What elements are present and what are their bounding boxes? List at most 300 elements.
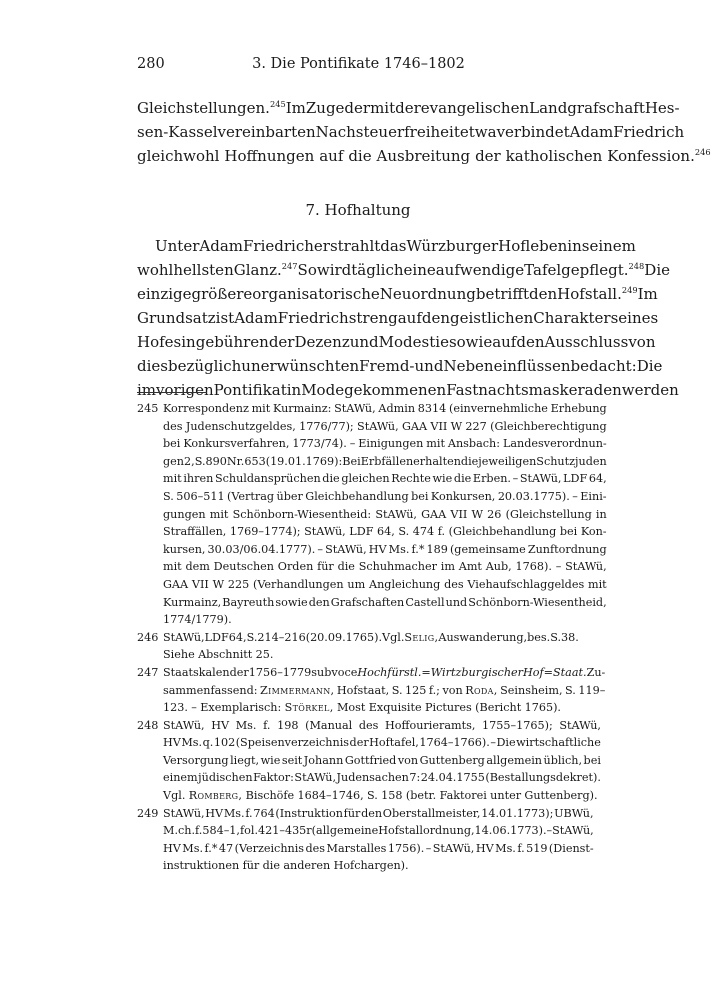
- word: Marstalles: [326, 841, 387, 855]
- word: 1765).: [524, 701, 561, 715]
- word: (allgemeine: [311, 824, 379, 838]
- word: Im: [285, 99, 306, 117]
- word: Fremd-: [359, 357, 415, 375]
- word: 189: [426, 542, 448, 556]
- intro-paragraph: [137, 96, 711, 168]
- word: Faktor:: [253, 771, 294, 785]
- word: Versorgung: [163, 753, 229, 767]
- word: Gottfried: [344, 753, 397, 767]
- word: –: [191, 701, 197, 715]
- word: S.: [366, 789, 378, 803]
- word: S.: [163, 489, 174, 503]
- word: 506–511: [176, 489, 225, 503]
- word: Adam: [199, 237, 243, 255]
- word: Ausbreitung: [376, 147, 471, 165]
- text-line: [163, 857, 594, 875]
- word: mit: [426, 437, 445, 451]
- word: etwa: [459, 123, 497, 141]
- text-line: [163, 523, 607, 541]
- word: Grafschaften: [330, 595, 405, 609]
- word: StAWü,: [432, 841, 475, 855]
- text-line: [163, 558, 607, 576]
- word: der: [344, 99, 371, 117]
- word: Roda,: [465, 683, 498, 697]
- word: 653: [244, 454, 266, 468]
- word: Ms.: [235, 718, 257, 732]
- word: Hoffnungen: [224, 147, 315, 165]
- footnote-text: [163, 717, 601, 805]
- word: 47: [218, 841, 234, 855]
- word: die: [337, 560, 355, 574]
- word: f.: [263, 718, 271, 732]
- word: StAWü,: [552, 824, 594, 838]
- word: (Gleichberechtigung: [490, 419, 607, 433]
- word: unerwünschten: [241, 357, 360, 375]
- word: bedacht:: [570, 357, 637, 375]
- word: einem: [163, 771, 198, 785]
- word: Hof=Staat.: [523, 665, 587, 679]
- word: wie: [432, 472, 453, 486]
- word: streng: [348, 309, 398, 327]
- word: seines: [610, 309, 659, 327]
- text-line: [163, 734, 601, 752]
- word: StAWü,: [375, 507, 417, 521]
- word: diesbezüglich: [137, 357, 242, 375]
- word: Friedrich: [613, 123, 685, 141]
- word: ist: [215, 309, 235, 327]
- word: in: [595, 507, 607, 521]
- word: Hofstall.$^{249}$: [557, 285, 638, 303]
- word: den: [361, 806, 383, 820]
- text-line: [163, 822, 594, 840]
- word: den: [516, 333, 545, 351]
- word: Eini-: [580, 489, 607, 503]
- word: 519: [526, 841, 548, 855]
- footnote-text: [163, 805, 594, 875]
- word: auf: [319, 147, 344, 165]
- word: 1769–1774);: [229, 525, 301, 539]
- word: seinem: [581, 237, 636, 255]
- word: den: [421, 309, 451, 327]
- word: 119–: [578, 683, 606, 697]
- word: S.: [246, 630, 258, 644]
- word: HV: [211, 718, 230, 732]
- word: (19.01.1769):: [265, 454, 343, 468]
- word: Schutzjuden: [536, 454, 607, 468]
- footnote: [137, 400, 607, 629]
- word: f.*: [204, 841, 218, 855]
- word: Castell: [405, 595, 445, 609]
- word: Erhebung: [550, 402, 607, 415]
- word: Ms.: [181, 736, 203, 750]
- text-line: [163, 611, 607, 629]
- word: 890: [205, 454, 227, 468]
- text-line: [163, 787, 601, 805]
- word: Kon-: [580, 525, 607, 539]
- word: So: [297, 261, 317, 279]
- word: HV: [163, 841, 181, 855]
- word: vorigen: [156, 381, 214, 399]
- word: 64,: [588, 472, 607, 486]
- word: bes.: [527, 630, 551, 644]
- main-paragraph: [137, 234, 679, 402]
- word: 123.: [163, 701, 188, 715]
- word: die: [322, 472, 340, 486]
- word: Pontifikat: [213, 381, 287, 399]
- word: Ausschluss: [544, 333, 629, 351]
- word: Hofleben: [498, 237, 568, 255]
- word: seit: [281, 753, 303, 767]
- text-line: [137, 282, 658, 306]
- word: Friedrich: [243, 237, 314, 255]
- word: 14.01.1773);: [481, 806, 554, 820]
- word: (20.09.1765).: [305, 630, 383, 644]
- word: LDF: [563, 472, 588, 486]
- word: –: [546, 824, 553, 838]
- text-line: [137, 378, 679, 402]
- word: f.*: [411, 542, 425, 556]
- word: Zu-: [586, 665, 606, 679]
- text-line: [137, 330, 656, 354]
- word: StAWü,: [565, 560, 607, 574]
- word: Landgrafschaft: [529, 99, 645, 117]
- word: (Verzeichnis: [234, 841, 305, 855]
- word: eine: [403, 261, 436, 279]
- word: Nachsteuerfreiheit: [315, 123, 460, 141]
- word: Exemplarisch:: [200, 701, 282, 715]
- word: Die: [496, 736, 516, 750]
- word: LDF: [204, 630, 229, 644]
- word: 474: [412, 525, 435, 539]
- word: –: [572, 489, 578, 503]
- word: 198: [277, 718, 299, 732]
- word: verbindet: [496, 123, 570, 141]
- word: (Speisenverzeichnis: [235, 736, 350, 750]
- word: Auswanderung,: [438, 630, 528, 644]
- word: Konkursverfahren,: [183, 437, 290, 451]
- word: 2,: [184, 454, 195, 468]
- word: wie: [260, 753, 281, 767]
- word: und: [445, 595, 468, 609]
- word: gleichen: [341, 472, 390, 486]
- word: 1756).: [387, 841, 425, 855]
- word: Hochfürstl.=Wirtzburgischer: [357, 665, 523, 679]
- word: –: [555, 560, 562, 574]
- word: evangelischen: [420, 99, 530, 117]
- word: Erbfällen: [360, 454, 414, 468]
- word: jeweiligen: [478, 454, 537, 468]
- footnote-text: [163, 400, 607, 629]
- word: VII: [450, 507, 468, 521]
- word: Gleichbehandlung: [305, 489, 409, 503]
- word: (Gleichstellung: [505, 507, 592, 521]
- word: StAWü,: [357, 419, 399, 433]
- word: von: [397, 753, 419, 767]
- word: in: [286, 381, 302, 399]
- word: Konfession.$^{246}$: [607, 147, 711, 165]
- word: Aub,: [485, 560, 512, 574]
- word: einzige: [137, 285, 192, 303]
- word: werden: [621, 381, 679, 399]
- word: S.: [194, 454, 206, 468]
- word: fol.: [239, 824, 258, 838]
- word: Hes-: [644, 99, 680, 117]
- word: f.: [245, 806, 253, 820]
- word: wohl: [137, 261, 174, 279]
- word: f.;: [428, 683, 440, 697]
- word: –: [512, 472, 519, 486]
- word: 1773/74).: [292, 437, 347, 451]
- text-line: [163, 629, 579, 647]
- word: Die: [644, 261, 670, 279]
- text-line: [163, 840, 594, 858]
- word: Guttenberg).: [524, 789, 598, 803]
- word: sammenfassend:: [163, 683, 258, 697]
- word: mit: [163, 472, 182, 486]
- word: Nr.: [226, 454, 245, 468]
- footnote: [137, 664, 606, 717]
- word: Most: [336, 701, 366, 715]
- word: 30.03/06.04.1777).: [207, 542, 316, 556]
- word: Friedrich: [277, 309, 349, 327]
- word: Pictures: [424, 701, 472, 715]
- word: organisatorische: [252, 285, 380, 303]
- word: Hoftafel,: [369, 736, 419, 750]
- word: sowie: [275, 595, 308, 609]
- footnote: [137, 717, 601, 805]
- word: vereinbarten: [217, 123, 316, 141]
- word: Landesverordnun-: [502, 437, 607, 451]
- word: gen: [163, 454, 184, 468]
- word: M.: [163, 824, 179, 838]
- word: 24.04.1755: [420, 771, 485, 785]
- word: VII: [430, 419, 448, 433]
- text-line: [163, 646, 579, 664]
- word: erstrahlt: [313, 237, 381, 255]
- word: von: [628, 333, 656, 351]
- word: sub: [311, 665, 332, 679]
- text-line: [137, 120, 685, 144]
- word: StAWü,: [163, 806, 205, 820]
- word: dem: [185, 560, 210, 574]
- word: größere: [191, 285, 253, 303]
- word: Hofstallordnung,: [378, 824, 475, 838]
- word: StAWü,: [325, 542, 367, 556]
- word: täglich: [351, 261, 404, 279]
- word: Zuge: [305, 99, 345, 117]
- word: des: [444, 577, 464, 591]
- word: (Bestallungsdekret).: [485, 771, 601, 785]
- word: 25.: [255, 648, 274, 662]
- word: Störkel,: [284, 701, 334, 715]
- word: GAA: [163, 577, 189, 591]
- word: StAWü,: [304, 525, 346, 539]
- word: Hofstaat,: [336, 683, 390, 697]
- word: Modestie: [378, 333, 449, 351]
- word: Judenschutzgeldes,: [185, 419, 296, 433]
- word: mit: [370, 99, 396, 117]
- word: Mode: [301, 381, 345, 399]
- word: Johann: [303, 753, 344, 767]
- word: Viehaufschlaggeldes: [467, 577, 585, 591]
- word: 584–1,: [202, 824, 240, 838]
- footnotes: [137, 400, 607, 875]
- word: Vgl.: [382, 630, 405, 644]
- word: betrifft: [475, 285, 530, 303]
- word: der: [475, 147, 501, 165]
- word: Konkursen,: [430, 489, 496, 503]
- word: aufwendige: [435, 261, 525, 279]
- word: um: [347, 577, 366, 591]
- word: Vgl.: [163, 789, 186, 803]
- word: 1755–1765);: [482, 718, 553, 732]
- text-line: [137, 258, 670, 282]
- page-header: [137, 56, 580, 78]
- text-line: [163, 576, 607, 594]
- word: Nebeneinflüssen: [443, 357, 571, 375]
- word: kursen,: [163, 542, 206, 556]
- word: die: [460, 454, 479, 468]
- word: Angleichung: [369, 577, 441, 591]
- word: auf: [492, 333, 517, 351]
- word: –: [490, 736, 496, 750]
- word: unter: [490, 789, 522, 803]
- word: HV: [368, 542, 387, 556]
- word: im: [440, 560, 455, 574]
- word: 764: [253, 806, 275, 820]
- word: Faktorei: [439, 789, 487, 803]
- word: mit: [251, 402, 271, 415]
- word: liegt,: [230, 753, 260, 767]
- word: Staatskalender: [163, 665, 249, 679]
- word: UBWü,: [554, 806, 594, 820]
- footnote-number: 247: [137, 665, 159, 679]
- word: Korrespondenz: [163, 402, 249, 415]
- word: 7:: [409, 771, 421, 785]
- word: Abschnitt: [198, 648, 253, 662]
- footnote-text: [163, 629, 579, 664]
- text-line: [163, 805, 594, 823]
- word: des: [358, 718, 379, 732]
- text-line: [163, 594, 607, 612]
- text-line: [137, 306, 659, 330]
- word: Judensachen: [336, 771, 409, 785]
- word: (einvernehmliche: [448, 402, 548, 415]
- word: gungen: [163, 507, 206, 521]
- word: gebührender: [195, 333, 295, 351]
- word: 1776/77);: [299, 419, 354, 433]
- word: StAWü,: [163, 718, 205, 732]
- word: Hoffourieramts,: [385, 718, 476, 732]
- word: Gleichstellungen.$^{245}$: [137, 99, 286, 117]
- word: HV: [163, 736, 181, 750]
- text-line: [137, 354, 663, 378]
- word: wird: [316, 261, 352, 279]
- word: HV: [205, 806, 224, 820]
- word: f.: [437, 525, 446, 539]
- word: 214–216: [257, 630, 306, 644]
- word: wirtschaftliche: [516, 736, 601, 750]
- word: das: [380, 237, 407, 255]
- word: Grundsatz: [137, 309, 216, 327]
- text-line: [137, 96, 680, 120]
- word: Kurmainz,: [163, 595, 222, 609]
- word: f.: [195, 824, 203, 838]
- word: erhalten: [413, 454, 461, 468]
- text-line: [163, 506, 607, 524]
- text-line: [163, 664, 605, 682]
- word: (Vertrag: [227, 489, 275, 503]
- word: StAWü,: [519, 472, 562, 486]
- word: (Dienst-: [548, 841, 594, 855]
- footnote-number: 245: [137, 402, 159, 415]
- word: (Verhandlungen: [253, 577, 344, 591]
- word: des: [163, 419, 183, 433]
- word: Bischöfe: [245, 789, 295, 803]
- word: bei: [411, 489, 429, 503]
- text-line: [163, 541, 607, 559]
- word: Neuordnung: [379, 285, 476, 303]
- word: Ms.: [495, 841, 516, 855]
- word: Schönborn-Wiesentheid,: [468, 595, 607, 609]
- word: Ms.: [223, 806, 245, 820]
- word: Deutschen: [213, 560, 274, 574]
- word: mit: [209, 507, 229, 521]
- word: W: [471, 507, 483, 521]
- footnote: [137, 629, 579, 664]
- text-line: [163, 435, 607, 453]
- word: gleichwohl: [137, 147, 220, 165]
- word: –: [425, 841, 432, 855]
- word: die: [453, 472, 472, 486]
- word: üblich,: [543, 753, 583, 767]
- word: sowie: [448, 333, 493, 351]
- section-heading: 7. Hofhaltung: [305, 201, 411, 219]
- word: W: [212, 577, 225, 591]
- word: Orden: [277, 560, 314, 574]
- word: über: [276, 489, 303, 503]
- word: 1684–1746,: [297, 789, 364, 803]
- word: Ms.: [388, 542, 410, 556]
- text-line: [163, 453, 607, 471]
- running-head: 3. Die Pontifikate 1746–1802: [252, 56, 465, 72]
- word: des: [305, 841, 326, 855]
- text-line: [163, 400, 607, 418]
- word: Erben.: [472, 472, 511, 486]
- word: Zunftordnung: [527, 542, 607, 556]
- word: 125: [405, 683, 427, 697]
- word: bei: [559, 525, 578, 539]
- word: 1764–1766).: [419, 736, 490, 750]
- word: bei: [583, 753, 601, 767]
- word: Admin: [378, 402, 416, 415]
- word: S.: [565, 683, 576, 697]
- word: 1768).: [515, 560, 552, 574]
- word: Rechte: [391, 472, 431, 486]
- word: (betr.: [405, 789, 437, 803]
- word: HV: [475, 841, 494, 855]
- word: Adam: [569, 123, 614, 141]
- word: S.: [391, 683, 403, 697]
- text-line: [163, 752, 601, 770]
- text-line: [163, 470, 607, 488]
- word: für: [242, 859, 260, 873]
- word: die: [262, 859, 280, 873]
- word: –: [349, 437, 356, 451]
- word: Guttenberg: [419, 753, 485, 767]
- word: Unter: [155, 237, 200, 255]
- word: den: [529, 285, 558, 303]
